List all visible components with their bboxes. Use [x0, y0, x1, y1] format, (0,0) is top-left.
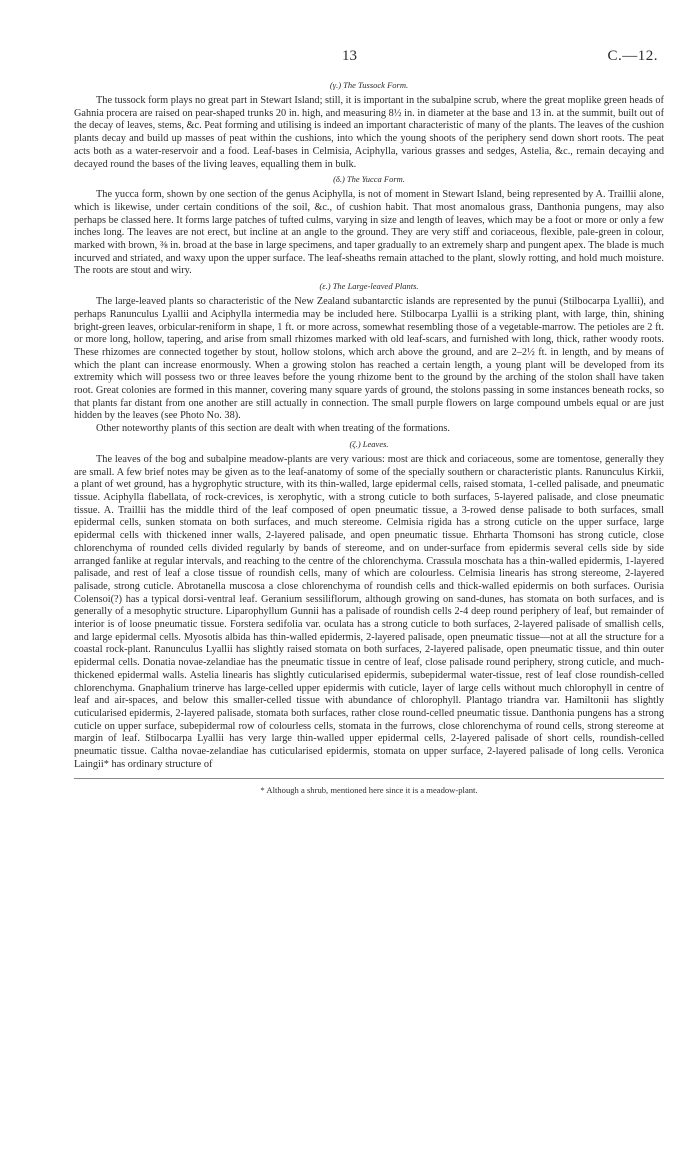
section-title: (γ.) The Tussock Form. [329, 80, 409, 90]
paragraph: The tussock form plays no great part in Stewart Island; still, it is important in the subalpine scrub, where the great moplike green heads of Gahnia procera are raised on pear-shaped trunks 20 in. high, and measuring 8½ in. in diameter at the base and 13 in. at the summit, built out of the decay of leaves, stems, &c. Peat forming and utilising is indeed an important characteristic of many of the plants. The leaves of the cushion plants decay and build up masses of peat within the cushions, into which the young shoots of the periphery send down short roots. The peat acts both as a water-reservoir and a food. Leaf-bases in Celmisia, Aciphylla, various grasses and sedges, Astelia, &c., remain decaying and decayed round the bases of the living leaves, equalling them in bulk. [74, 95, 664, 170]
paragraph: The yucca form, shown by one section of the genus Aciphylla, is not of moment in Stewart Island, being represented by A. Traillii alone, which is likewise, under certain conditions of the soil, &c., of cushion habit. That most anomalous grass, Danthonia pungens, may also perhaps be classed here. It forms large patches of tufted culms, varying in size and length of leaves, which may be a foot or more or only a few inches long. The leaves are not erect, but incline at an angle to the ground. They are very stiff and coriaceous, flexible, pale-green in colour, marked with brown, ⅜ in. broad at the base in large specimens, and taper gradually to an extremely sharp and pungent apex. The blade is much incurved and striated, and waxy upon the upper surface. The leaf-sheaths remain attached to the plant, slowly rotting, and hold much moisture. The roots are stout and wiry. [74, 189, 664, 277]
footnote: * Although a shrub, mentioned here since it is a meadow-plant. [260, 785, 478, 796]
page-header [74, 48, 664, 70]
section-title: (δ.) The Yucca Form. [333, 174, 405, 185]
paragraph: Other noteworthy plants of this section are dealt with when treating of the formations. [96, 423, 451, 435]
section-leaves [74, 439, 664, 772]
footnote-divider [74, 778, 664, 779]
paragraph: The leaves of the bog and subalpine meadow-plants are very various: most are thick and coriaceous, some are tomentose, generally they are small. A few brief notes may be given as to the leaf-anatomy of some of the specially southern or characteristic plants. Ranunculus Kirkii, a plant of wet ground, has a hygrophytic structure, with its thin-walled, large epidermal cells, raised stomata, 1-celled palisade, and pneumatic tissue. Aciphylla flabellata, of rock-crevices, is xerophytic, with a strong cuticle to both surfaces, 5-layered palisade, and close pneumatic tissue. A. Traillii has the middle third of the leaf composed of open pneumatic tissue, a 3-rowed dense palisade to both surfaces, small epidermal cells, sunken stomata on both surfaces, and much stereome. Celmisia rigida has a strong cuticle on the upper surface, large epidermal cells with thickened inner walls, 2-layered palisade, and open pneumatic tissue. Ehrharta Thomsoni has strong cuticle, close chlorenchyma of rounded cells divided regularly by bands of stereome, and on under-surface from epidermis several cells side by side arranged fanlike at regular intervals, and reaching to the centre of the chlorenchyma. Crassula moschata has a thin-walled epidermis, 1-layered palisade, and rest of leaf a close tissue of roundish cells, many of which are colourless. Celmisia linearis has strong stereome, 2-layered palisade, strong cuticle. Abrotanella muscosa a close chlorenchyma of roundish cells and thick-walled epidermis on both surfaces. Ourisia Colensoi(?) has a typical dorsi-ventral leaf. Geranium sessiliflorum, although growing on sand-dunes, has stomata on both surfaces, and is generally of a mesophytic structure. Liparophyllum Gunnii has a palisade of roundish cells 2-4 deep round periphery of leaf, but remainder of interior is of loose pneumatic tissue. Forstera sedifolia var. oculata has a strong cuticle to both surfaces, 2-layered palisade of smallish cells, and large epidermal cells. Myosotis albida has thin-walled epidermis, 2-layered palisade, open pneumatic tissue—not at all the structure for a coastal rock-plant. Ranunculus Lyallii has slightly raised stomata on both surfaces, 2-layered palisade, open pneumatic tissue, and thin outer epidermal cells. Donatia novae-zelandiae has the pneumatic tissue in centre of leaf, close palisade round periphery, strong cuticle, and much-thickened epidermal walls. Astelia linearis has slightly cuticularised epidermis, subepidermal water-tissue, rest of leaf close roundish-celled chlorenchyma. Gnaphalium trinerve has large-celled upper epidermis with cuticle, layer of large cells without much chlorophyll in centre of leaf and air-spaces, and below this smaller-celled tissue with abundance of chlorophyll. Plantago triandra var. Hamiltonii has slightly cuticularised epidermis, 2-layered palisade, stomata both surfaces, rather close round-celled pneumatic tissue. Danthonia pungens has a strong cuticle on upper surface, subepidermal row of colourless cells, stomata in the furrows, close chlorenchyma of round cells, strong stereome at margin of leaf. Stilbocarpa Lyallii has very large thin-walled upper epidermal cells, 2-layered palisade of short cells, roundish-celled pneumatic tissue. Caltha novae-zelandiae has cuticularised epidermis, stomata on upper surface, 2-layered palisade of long cells. Veronica Laingii* has ordinary structure of [74, 453, 664, 770]
section-yucca-form [74, 174, 664, 278]
section-large-leaved-plants [74, 281, 664, 436]
section-tussock-form [74, 80, 664, 171]
page-number: 13 [342, 48, 357, 64]
section-title: (ζ.) Leaves. [349, 438, 389, 449]
document-code: C.—12. [607, 48, 658, 64]
section-title: (ε.) The Large-leaved Plants. [319, 281, 419, 292]
paragraph: The large-leaved plants so characteristic of the New Zealand subantarctic islands are represented by the punui (Stilbocarpa Lyallii), and perhaps Ranunculus Lyallii and Aciphylla intermedia may be included here. Stilbocarpa Lyallii is a striking plant, with large, thin, shining bright-green leaves, orbicular-reniform in shape, 1 ft. or more across, somewhat resembling those of a vegetable-marrow. The petioles are 2 ft. or more long, hollow, tapering, and arise from small rhizomes marked with old leaf-scars, and furnished with long, thick, rather woody roots. These rhizomes are connected together by stout, hollow stolons, which arch above the ground, and are 2–2½ ft. in length, and by means of which the plant can increase enormously. When a growing stolon has reached a certain length, a young plant will be developed from its extremity which will possess two or three leaves before the young rhizome bent to the ground by the arching of the stolon shall have taken root. Great colonies are formed in this manner, covering many square yards of ground, the stolons passing in some instances beneath rocks, so that plants far distant from one another are still actually in connection. The small purple flowers on large compound umbels equal or are just hidden by the leaves (see Photo No. 38). [74, 296, 664, 422]
